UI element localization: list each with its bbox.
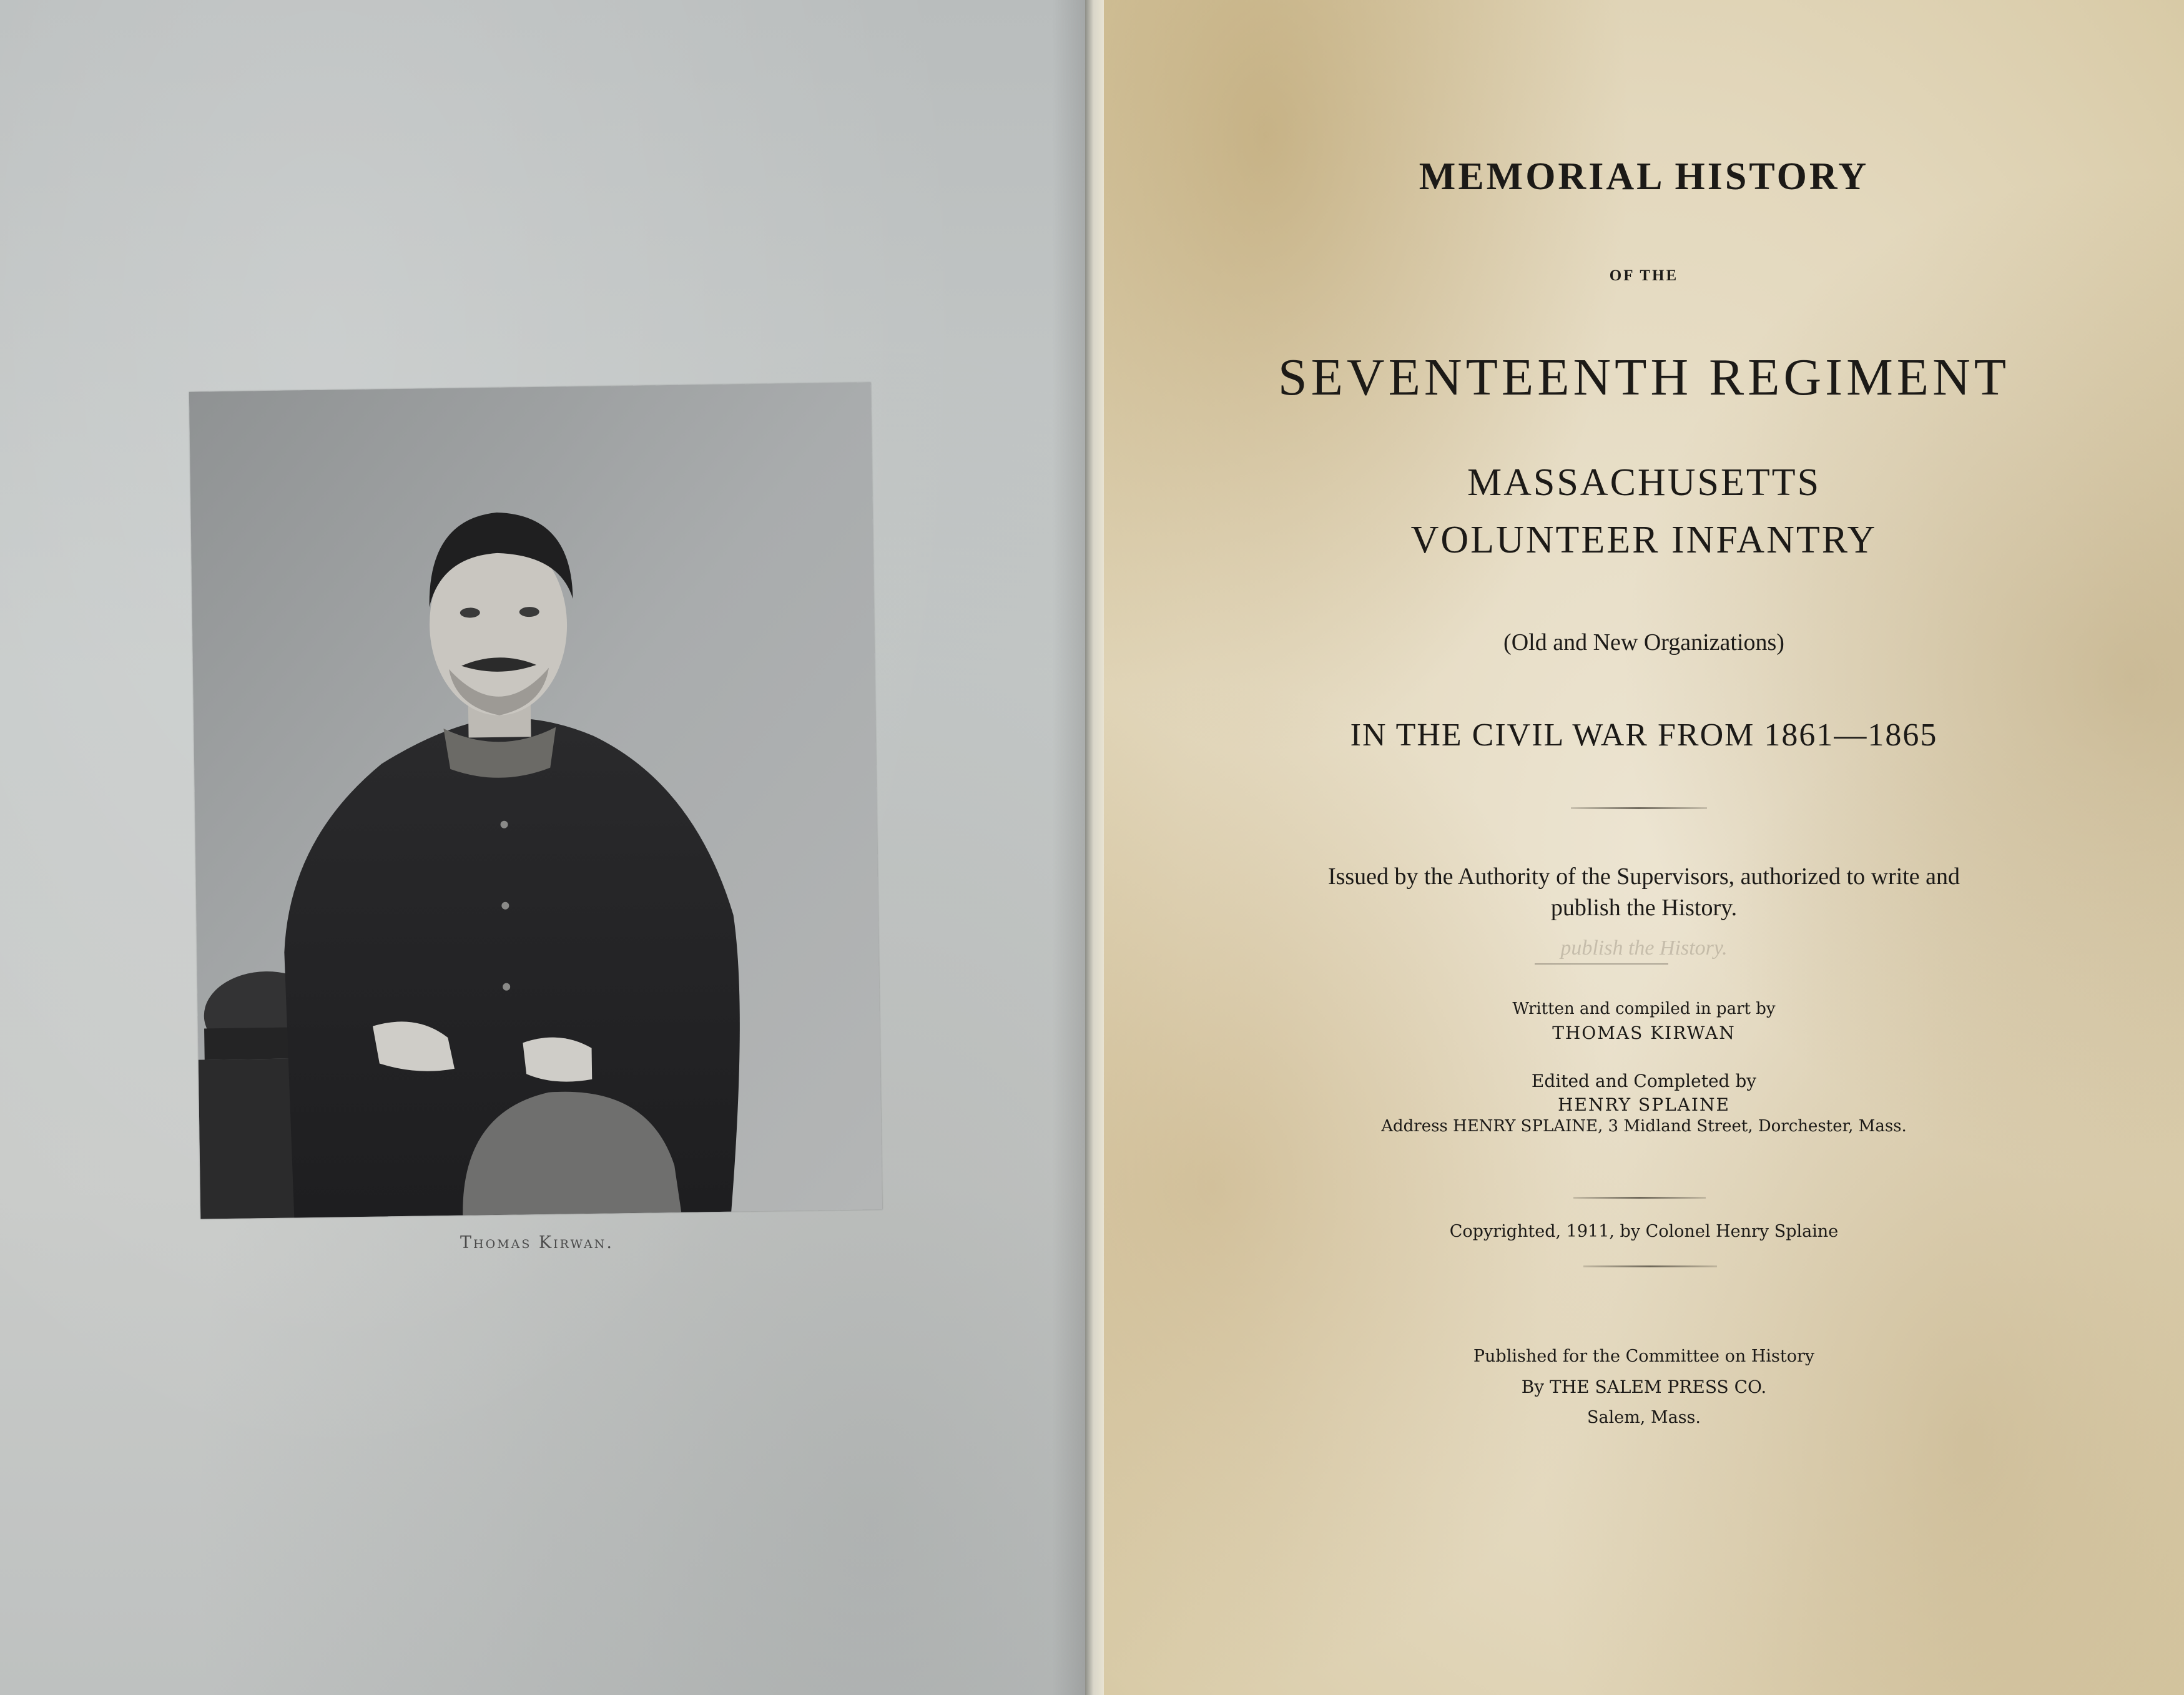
show-through-rule — [1535, 963, 1668, 965]
divider-rule — [1583, 1265, 1717, 1267]
title-line-unit: VOLUNTEER INFANTRY — [1410, 519, 1877, 561]
portrait-photograph — [189, 382, 882, 1219]
photo-caption: Thomas Kirwan. — [460, 1233, 614, 1252]
issued-statement-line-2: publish the History. — [1550, 895, 1738, 921]
book-gutter — [1085, 0, 1104, 1695]
war-dates-line: IN THE CIVIL WAR FROM 1861—1865 — [1350, 717, 1938, 753]
issued-statement-line-1: Issued by the Authority of the Supervisors, authorized to write and — [1327, 863, 1960, 890]
publisher-line: By THE SALEM PRESS CO. — [1521, 1377, 1767, 1397]
editor-address: Address HENRY SPLAINE, 3 Midland Street, Dorchester, Mass. — [1381, 1117, 1907, 1136]
publication-place: Salem, Mass. — [1586, 1408, 1701, 1427]
divider-rule — [1571, 807, 1707, 809]
copyright-line: Copyrighted, 1911, by Colonel Henry Splaine — [1449, 1222, 1839, 1241]
title-page — [1104, 0, 2184, 1695]
written-by-line: Written and compiled in part by — [1512, 1000, 1776, 1018]
published-for-line: Published for the Committee on History — [1473, 1347, 1815, 1366]
portrait-illustration — [189, 382, 882, 1219]
title-line-memorial-history: MEMORIAL HISTORY — [1419, 155, 1869, 198]
title-line-regiment: SEVENTEENTH REGIMENT — [1277, 348, 2010, 406]
frontispiece-page — [0, 0, 1090, 1695]
title-line-of-the: OF THE — [1609, 267, 1679, 284]
title-line-state: MASSACHUSETTS — [1467, 461, 1821, 504]
organizations-note: (Old and New Organizations) — [1503, 629, 1784, 656]
divider-rule — [1573, 1197, 1706, 1199]
show-through-text: publish the History. — [1560, 936, 1728, 960]
editor-name: HENRY SPLAINE — [1558, 1094, 1730, 1115]
author-name: THOMAS KIRWAN — [1552, 1023, 1736, 1043]
edited-by-line: Edited and Completed by — [1531, 1071, 1757, 1091]
